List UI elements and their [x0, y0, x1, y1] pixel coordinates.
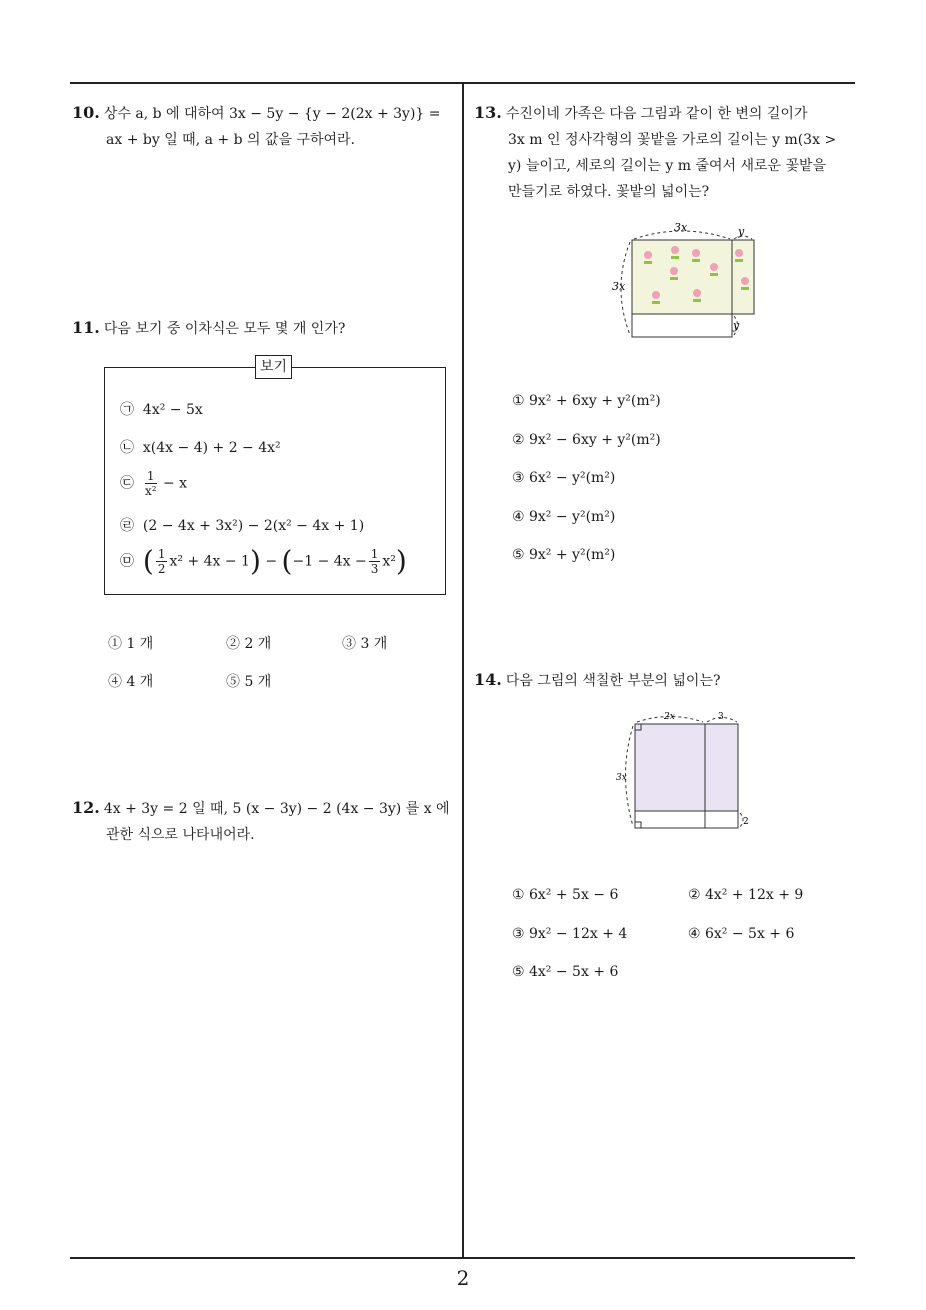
choice-4[interactable]: ④ 6x² − 5x + 6	[688, 926, 795, 942]
question-13	[474, 100, 864, 205]
item-expression: x(4x − 4) + 2 − 4x²	[142, 440, 281, 456]
example-item-4	[120, 515, 364, 537]
question-number: 14.	[474, 670, 502, 689]
svg-text:2: 2	[743, 817, 749, 827]
svg-text:y: y	[738, 225, 745, 238]
question-text-line4: 만들기로 하였다. 꽃밭의 넓이는?	[508, 184, 710, 200]
item-expression: − x	[163, 475, 188, 492]
removed-strip	[632, 314, 732, 337]
svg-text:3: 3	[718, 712, 724, 722]
example-item-1	[120, 399, 203, 421]
fraction: $\frac{1}{\text{x²}}$	[144, 469, 157, 498]
svg-text:2x: 2x	[664, 712, 675, 722]
question-text-line2: 관한 식으로 나타내어라.	[106, 827, 255, 843]
example-item-3	[120, 469, 187, 498]
fraction: $\frac{1}{3}$	[370, 547, 379, 576]
question-text-line2: ax + by 일 때, a + b 의 값을 구하여라.	[106, 132, 356, 148]
question-11	[72, 315, 458, 342]
choice-2[interactable]: ② 9x² − 6xy + y²(m²)	[512, 432, 661, 448]
choice-3[interactable]: ③ 9x² − 12x + 4	[512, 926, 628, 942]
question-number: 13.	[474, 103, 502, 122]
choice-1[interactable]: ① 1 개	[108, 636, 154, 652]
svg-text:3x: 3x	[616, 773, 627, 783]
item-mark: ㉠	[120, 402, 134, 418]
question-text-line2: 3x m 인 정사각형의 꽃밭을 가로의 길이는 y m(3x >	[508, 132, 837, 148]
shaded-area-figure	[610, 705, 760, 835]
shaded-region	[635, 724, 738, 811]
question-text-line1: 수진이네 가족은 다음 그림과 같이 한 변의 길이가	[505, 106, 808, 122]
fraction: $\frac{1}{2}$	[157, 547, 166, 576]
question-text: 다음 그림의 색칠한 부분의 넓이는?	[505, 673, 721, 689]
question-text-line1: 상수 a, b 에 대하여 3x − 5y − {y − 2(2x + 3y)} =	[103, 106, 441, 122]
question-number: 12.	[72, 798, 100, 817]
example-item-5: ㉤ ( $\frac{1}{2}$ x² + 4x − 1) − (−1 − 4x − $\frac{1}{3}$ x²)	[120, 544, 407, 578]
question-text: 다음 보기 중 이차식은 모두 몇 개 인가?	[103, 321, 346, 337]
question-number: 11.	[72, 318, 100, 337]
item-mark: ㉣	[120, 518, 134, 534]
question-14	[474, 667, 864, 694]
item-mark: ㉤	[120, 553, 134, 570]
question-10	[72, 100, 458, 153]
svg-text:3x: 3x	[612, 280, 626, 293]
choice-4[interactable]: ④ 4 개	[108, 674, 154, 690]
svg-text:y: y	[733, 319, 740, 332]
item-mark: ㉢	[120, 475, 134, 492]
item-expression: (2 − 4x + 3x²) − 2(x² − 4x + 1)	[142, 518, 365, 534]
question-text-line1: 4x + 3y = 2 일 때, 5 (x − 3y) − 2 (4x − 3y) 를 x 에	[103, 801, 450, 817]
choice-5[interactable]: ⑤ 9x² + y²(m²)	[512, 547, 616, 563]
question-text-line3: y) 늘이고, 세로의 길이는 y m 줄여서 새로운 꽃밭을	[508, 158, 827, 174]
choice-5[interactable]: ⑤ 5 개	[226, 674, 272, 690]
choice-5[interactable]: ⑤ 4x² − 5x + 6	[512, 964, 619, 980]
garden-figure	[600, 215, 770, 345]
item-expression: 4x² − 5x	[142, 402, 203, 418]
choice-3[interactable]: ③ 3 개	[342, 636, 388, 652]
choice-2[interactable]: ② 4x² + 12x + 9	[688, 887, 804, 903]
example-box-label: 보기	[255, 355, 292, 379]
item-mark: ㉡	[120, 440, 134, 456]
question-12	[72, 795, 458, 848]
choice-4[interactable]: ④ 9x² − y²(m²)	[512, 509, 616, 525]
choice-2[interactable]: ② 2 개	[226, 636, 272, 652]
example-item-2	[120, 437, 281, 459]
question-number: 10.	[72, 103, 100, 122]
bottom-rule	[70, 1257, 855, 1259]
choice-1[interactable]: ① 9x² + 6xy + y²(m²)	[512, 393, 661, 409]
choice-3[interactable]: ③ 6x² − y²(m²)	[512, 470, 616, 486]
page-number: 2	[456, 1266, 470, 1290]
choice-1[interactable]: ① 6x² + 5x − 6	[512, 887, 619, 903]
column-divider	[462, 83, 464, 1257]
svg-text:3x: 3x	[674, 221, 688, 234]
